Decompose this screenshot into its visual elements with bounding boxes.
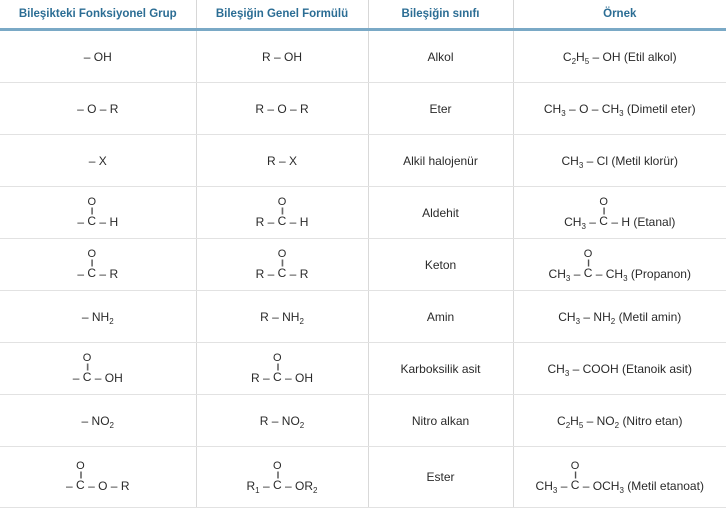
functional-group-cell: – O || C – O – R (0, 447, 196, 508)
example-name: (Nitro etan) (622, 413, 683, 428)
functional-group-cell: – $NH_2$ (0, 291, 196, 343)
compound-class-cell: Karboksilik asit (368, 343, 513, 395)
table-row (0, 291, 726, 343)
header-compound-class: Bileşiğin sınıfı (368, 0, 513, 30)
example-cell: $CH_3$ – Cl (Metil klorür) (513, 135, 726, 187)
example-name: (Metil klorür) (611, 153, 679, 168)
compound-class-cell: Alkol (368, 30, 513, 83)
compound-class-cell: Eter (368, 83, 513, 135)
table-row (0, 83, 726, 135)
compound-class-cell: Keton (368, 239, 513, 291)
header-row (0, 0, 726, 30)
example-name: (Etanoik asit) (621, 361, 693, 376)
compound-class-cell: Aldehit (368, 187, 513, 239)
example-cell: $CH_3$ – COOH (Etanoik asit) (513, 343, 726, 395)
general-formula-cell: R – O || C – H (196, 187, 368, 239)
general-formula-cell: R – X (196, 135, 368, 187)
general-formula-cell: R – OH (196, 30, 368, 83)
table-row (0, 135, 726, 187)
compound-class-cell: Alkil halojenür (368, 135, 513, 187)
example-cell: $CH_3$ – O || C – H (Etanal) (513, 187, 726, 239)
table-row (0, 239, 726, 291)
table-row (0, 447, 726, 508)
compound-class-cell: Amin (368, 291, 513, 343)
functional-group-cell: – OH (0, 30, 196, 83)
functional-group-cell: – O || C – H (0, 187, 196, 239)
functional-group-cell: – O || C – OH (0, 343, 196, 395)
example-cell: $CH_3$ – O || C – $OCH_3$ (Metil etanoat) (513, 447, 726, 508)
table-row (0, 187, 726, 239)
header-functional-group: Bileşikteki Fonksiyonel Grup (0, 0, 196, 30)
example-name: (Dimetil eter) (626, 101, 696, 116)
general-formula-cell: R – O || C – OH (196, 343, 368, 395)
functional-group-cell: – O || C – R (0, 239, 196, 291)
example-name: (Etil alkol) (623, 49, 677, 64)
example-cell: $CH_3 - NH_2$ (Metil amin) (513, 291, 726, 343)
compound-class-cell: Ester (368, 447, 513, 508)
general-formula-cell: R – O || C – R (196, 239, 368, 291)
header-example: Örnek (513, 0, 726, 30)
table-row (0, 343, 726, 395)
example-cell: $C_2H_5 - NO_2$ (Nitro etan) (513, 395, 726, 447)
header-general-formula: Bileşiğin Genel Formülü (196, 0, 368, 30)
example-name: H (Etanal) (621, 214, 676, 229)
general-formula-cell: $R_1$ – O || C – $OR_2$ (196, 447, 368, 508)
example-name: (Metil etanoat) (627, 479, 704, 493)
functional-group-cell: – X (0, 135, 196, 187)
example-cell: $CH_3$ – O – $CH_3$ (Dimetil eter) (513, 83, 726, 135)
functional-group-cell: – O – R (0, 83, 196, 135)
general-formula-cell: R – $NO_2$ (196, 395, 368, 447)
example-name: (Metil amin) (618, 309, 682, 324)
example-cell: $C_2H_5$ – OH (Etil alkol) (513, 30, 726, 83)
general-formula-cell: R – O – R (196, 83, 368, 135)
example-cell: $CH_3$ – O || C – $CH_3$ (Propanon) (513, 239, 726, 291)
table-row (0, 30, 726, 83)
compound-class-cell: Nitro alkan (368, 395, 513, 447)
example-name: (Propanon) (630, 266, 691, 281)
general-formula-cell: R – $NH_2$ (196, 291, 368, 343)
functional-group-cell: – $NO_2$ (0, 395, 196, 447)
table-row (0, 395, 726, 447)
